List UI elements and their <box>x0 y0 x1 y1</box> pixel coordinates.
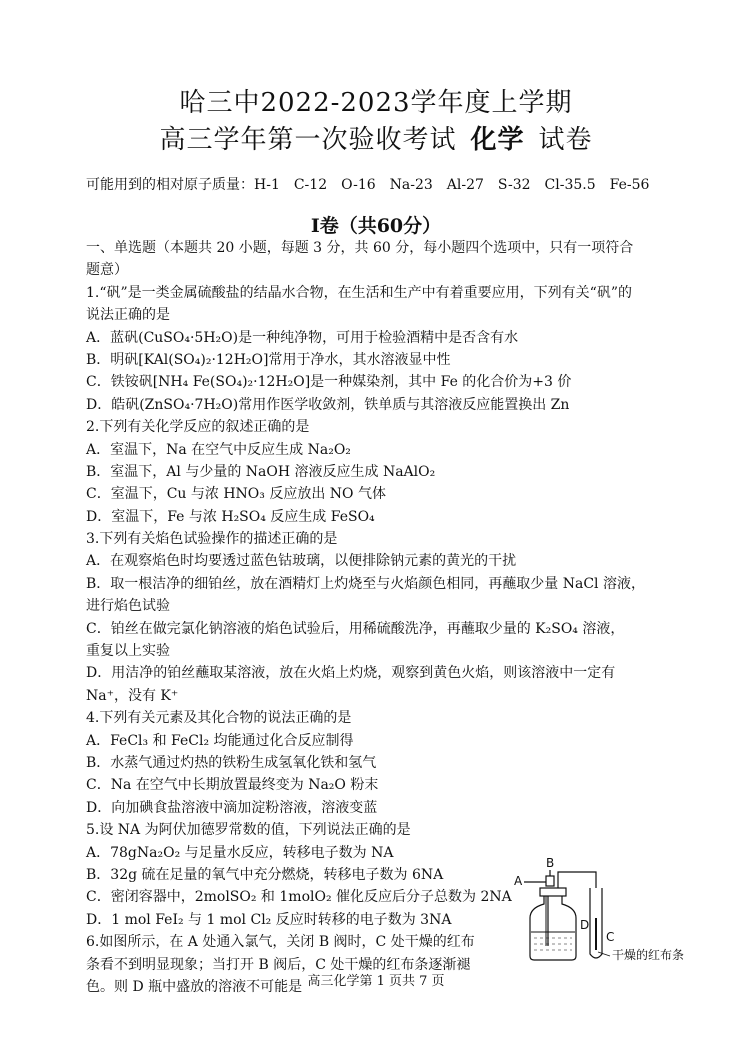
label-d: D <box>580 918 590 932</box>
outlet-tube <box>558 872 596 888</box>
q3-option-b: 进行焰色试验 <box>86 598 170 615</box>
q2-option-c: C．室温下，Cu 与浓 HNO₃ 反应放出 NO 气体 <box>86 486 386 503</box>
exam-title-line1: 哈三中2022-2023学年度上学期 <box>179 88 573 118</box>
q1-option-a: A．蓝矾(CuSO₄·5H₂O)是一种纯净物，可用于检验酒精中是否含有水 <box>86 329 519 346</box>
valve-b <box>546 876 554 886</box>
q1-option-b: B．明矾[KAl(SO₄)₂·12H₂O]常用于净水，其水溶液显中性 <box>86 351 451 368</box>
label-b: B <box>546 856 555 870</box>
q5-stem: 5.设 NA 为阿伏加德罗常数的值，下列说法正确的是 <box>86 822 411 839</box>
q4-option-b: B．水蒸气通过灼热的铁粉生成氢氧化铁和氢气 <box>86 754 377 771</box>
q1-stem: 说法正确的是 <box>86 307 170 324</box>
q3-option-a: A．在观察焰色时均要透过蓝色钴玻璃，以便排除钠元素的黄光的干扰 <box>86 553 517 570</box>
title-subject: 化学 <box>470 125 525 155</box>
q3-option-d: Na⁺，没有 K⁺ <box>86 687 179 704</box>
q3-option-c: 重复以上实验 <box>86 643 170 660</box>
instruction-line: 题意） <box>86 262 128 279</box>
q4-option-d: D．向加碘食盐溶液中滴加淀粉溶液，溶液变蓝 <box>86 799 378 816</box>
q3-stem: 3.下列有关焰色试验操作的描述正确的是 <box>86 531 338 548</box>
q3-option-d: D．用洁净的铂丝蘸取某溶液，放在火焰上灼烧，观察到黄色火焰，则该溶液中一定有 <box>86 665 616 682</box>
q6-stem: 条看不到明显现象；当打开 B 阀后，C 处干燥的红布条逐渐褪 <box>86 956 471 973</box>
q5-option-a: A．78gNa₂O₂ 与足量水反应，转移电子数为 NA <box>86 844 394 861</box>
atomic-masses: 可能用到的相对原子质量：H-1 C-12 O-16 Na-23 Al-27 S-32 Cl-35.5 Fe-56 <box>86 177 650 193</box>
q1-stem: 1.“矾”是一类金属硫酸盐的结晶水合物，在生活和生产中有着重要应用，下列有关“矾”的 <box>86 284 632 301</box>
title-prefix: 高三学年第一次验收考试 <box>159 125 457 155</box>
page-footer: 高三化学第 1 页共 7 页 <box>307 974 445 989</box>
q5-option-b: B．32g 硫在足量的氧气中充分燃烧，转移电子数为 6NA <box>86 866 444 883</box>
section-juan-title: Ⅰ卷（共60分） <box>310 215 442 237</box>
q2-stem: 2.下列有关化学反应的叙述正确的是 <box>86 419 310 436</box>
q1-option-d: D．皓矾(ZnSO₄·7H₂O)常用作医学收敛剂，铁单质与其溶液反应能置换出 Zn <box>86 396 570 413</box>
q5-option-c: C．密闭容器中，2molSO₂ 和 1molO₂ 催化反应后分子总数为 2NA <box>86 889 512 906</box>
q2-option-d: D．室温下，Fe 与浓 H₂SO₄ 反应生成 FeSO₄ <box>86 508 375 525</box>
q2-option-b: B．室温下，Al 与少量的 NaOH 溶液反应生成 NaAlO₂ <box>86 463 436 480</box>
bottle-stopper <box>540 888 566 896</box>
figure-caption: 干燥的红布条 <box>612 948 685 962</box>
q4-option-a: A．FeCl₃ 和 FeCl₂ 均能通过化合反应制得 <box>86 732 354 749</box>
q3-option-c: C．铂丝在做完氯化钠溶液的焰色试验后，用稀硫酸洗净，再蘸取少量的 K₂SO₄ 溶液， <box>86 620 625 637</box>
exam-title-line2 <box>0 119 752 156</box>
caption-leader <box>598 952 610 956</box>
q3-option-b: B．取一根洁净的细铂丝，放在酒精灯上灼烧至与火焰颜色相同，再蘸取少量 NaCl 溶液， <box>86 575 645 592</box>
q5-option-d: D．1 mol FeI₂ 与 1 mol Cl₂ 反应时转移的电子数为 3NA <box>86 911 452 928</box>
q1-option-c: C．铁铵矾[NH₄ Fe(SO₄)₂·12H₂O]是一种媒染剂，其中 Fe 的化合价为+3 价 <box>86 374 572 391</box>
q4-option-c: C．Na 在空气中长期放置最终变为 Na₂O 粉末 <box>86 777 379 794</box>
instruction-line: 一、单选题（本题共 20 小题，每题 3 分，共 60 分，每小题四个选项中，只有一项符合 <box>86 240 634 256</box>
bottle-d <box>530 896 576 960</box>
apparatus-figure <box>516 858 716 968</box>
q6-stem: 6.如图所示，在 A 处通入氯气，关闭 B 阀时，C 处干燥的红布 <box>86 934 475 951</box>
q6-stem: 色。则 D 瓶中盛放的溶液不可能是 <box>86 978 303 995</box>
q4-stem: 4.下列有关元素及其化合物的说法正确的是 <box>86 710 352 727</box>
q2-option-a: A．室温下，Na 在空气中反应生成 Na₂O₂ <box>86 441 351 458</box>
title-suffix: 试卷 <box>538 125 593 155</box>
label-c: C <box>606 930 615 944</box>
label-a: A <box>514 874 523 888</box>
